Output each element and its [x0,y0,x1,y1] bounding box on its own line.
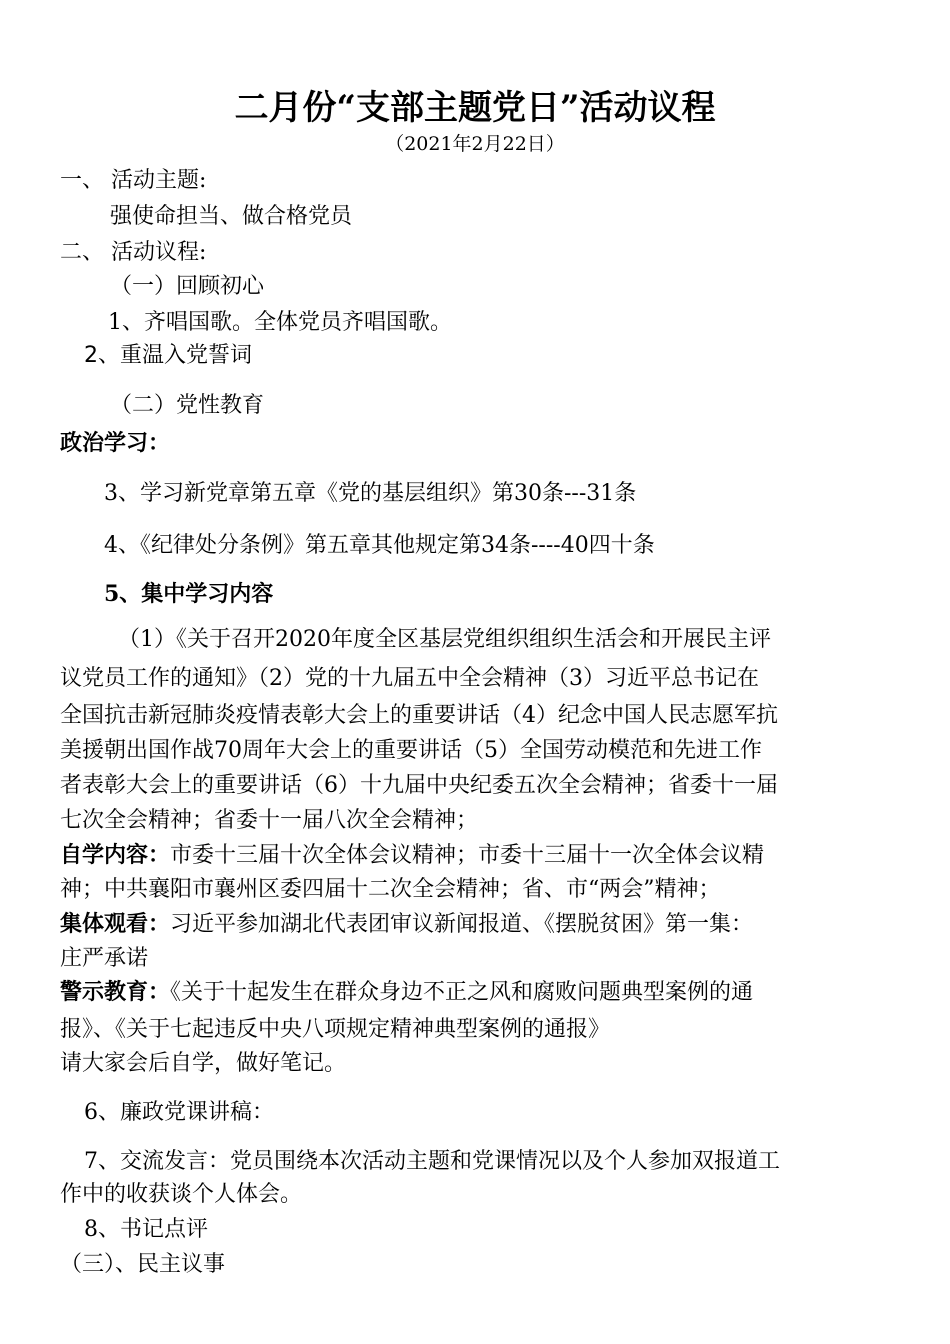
activity-date: （2021年2月22日） [385,133,565,155]
watch-label: 集体观看： [60,912,171,937]
content-line-3: 全国抗击新冠肺炎疫情表彰大会上的重要讲话（4）纪念中国人民志愿军抗 [60,703,778,728]
part-1-heading: （一）回顾初心 [110,274,265,299]
politics-study-label: 政治学习： [60,430,171,456]
item-5: 5、集中学习内容 [104,581,274,607]
item-4: 4、《纪律处分条例》第五章其他规定第34条----40四十条 [104,533,655,558]
warning-line-2: 报》、《关于七起违反中央八项规定精神典型案例的通报》 [60,1017,611,1042]
section-1-heading: 一、 活动主题: [60,168,207,193]
activity-theme: 强使命担当、做合格党员 [110,204,353,229]
watch-line-1 [60,912,753,938]
warning-label: 警示教育： [60,980,171,1005]
item-7-line-2: 作中的收获谈个人体会。 [60,1182,303,1207]
self-study-line-1 [60,843,764,869]
item-2: 2、重温入党誓词 [84,343,252,368]
warning-text: 《关于十起发生在群众身边不正之风和腐败问题典型案例的通 [170,980,754,1005]
content-line-4: 美援朝出国作战70周年大会上的重要讲话（5）全国劳动模范和先进工作 [60,738,762,763]
content-line-5: 者表彰大会上的重要讲话（6）十九届中央纪委五次全会精神；省委十一届 [60,773,778,798]
item-3: 3、学习新党章第五章《党的基层组织》第30条---31条 [104,481,637,506]
section-2-heading: 二、 活动议程: [60,240,207,265]
part-3-heading: （三）、民主议事 [60,1252,226,1277]
self-study-label: 自学内容： [60,843,171,868]
item-7-line-1: 7、交流发言：党员围绕本次活动主题和党课情况以及个人参加双报道工 [84,1149,780,1174]
content-line-1: （1）《关于召开2020年度全区基层党组织组织生活会和开展民主评 [118,627,771,652]
item-6: 6、廉政党课讲稿： [84,1100,274,1125]
self-study-note: 请大家会后自学，做好笔记。 [60,1051,347,1076]
warning-line-1 [60,980,753,1006]
content-line-2: 议党员工作的通知》（2）党的十九届五中全会精神（3）习近平总书记在 [60,666,759,691]
watch-line-2: 庄严承诺 [60,946,149,971]
self-study-line-2: 神；中共襄阳市襄州区委四届十二次全会精神；省、市“两会”精神； [60,877,721,902]
content-line-6: 七次全会精神；省委十一届八次全会精神； [60,808,479,833]
self-study-text: 市委十三届十次全体会议精神；市委十三届十一次全体会议精 [170,843,765,868]
page-title: 二月份“支部主题党日”活动议程 [234,88,716,128]
part-2-heading: （二）党性教育 [110,393,265,418]
watch-text: 习近平参加湖北代表团审议新闻报道、《摆脱贫困》第一集： [170,912,754,937]
item-1: 1、齐唱国歌。全体党员齐唱国歌。 [108,310,452,335]
item-8: 8、书记点评 [84,1217,208,1242]
